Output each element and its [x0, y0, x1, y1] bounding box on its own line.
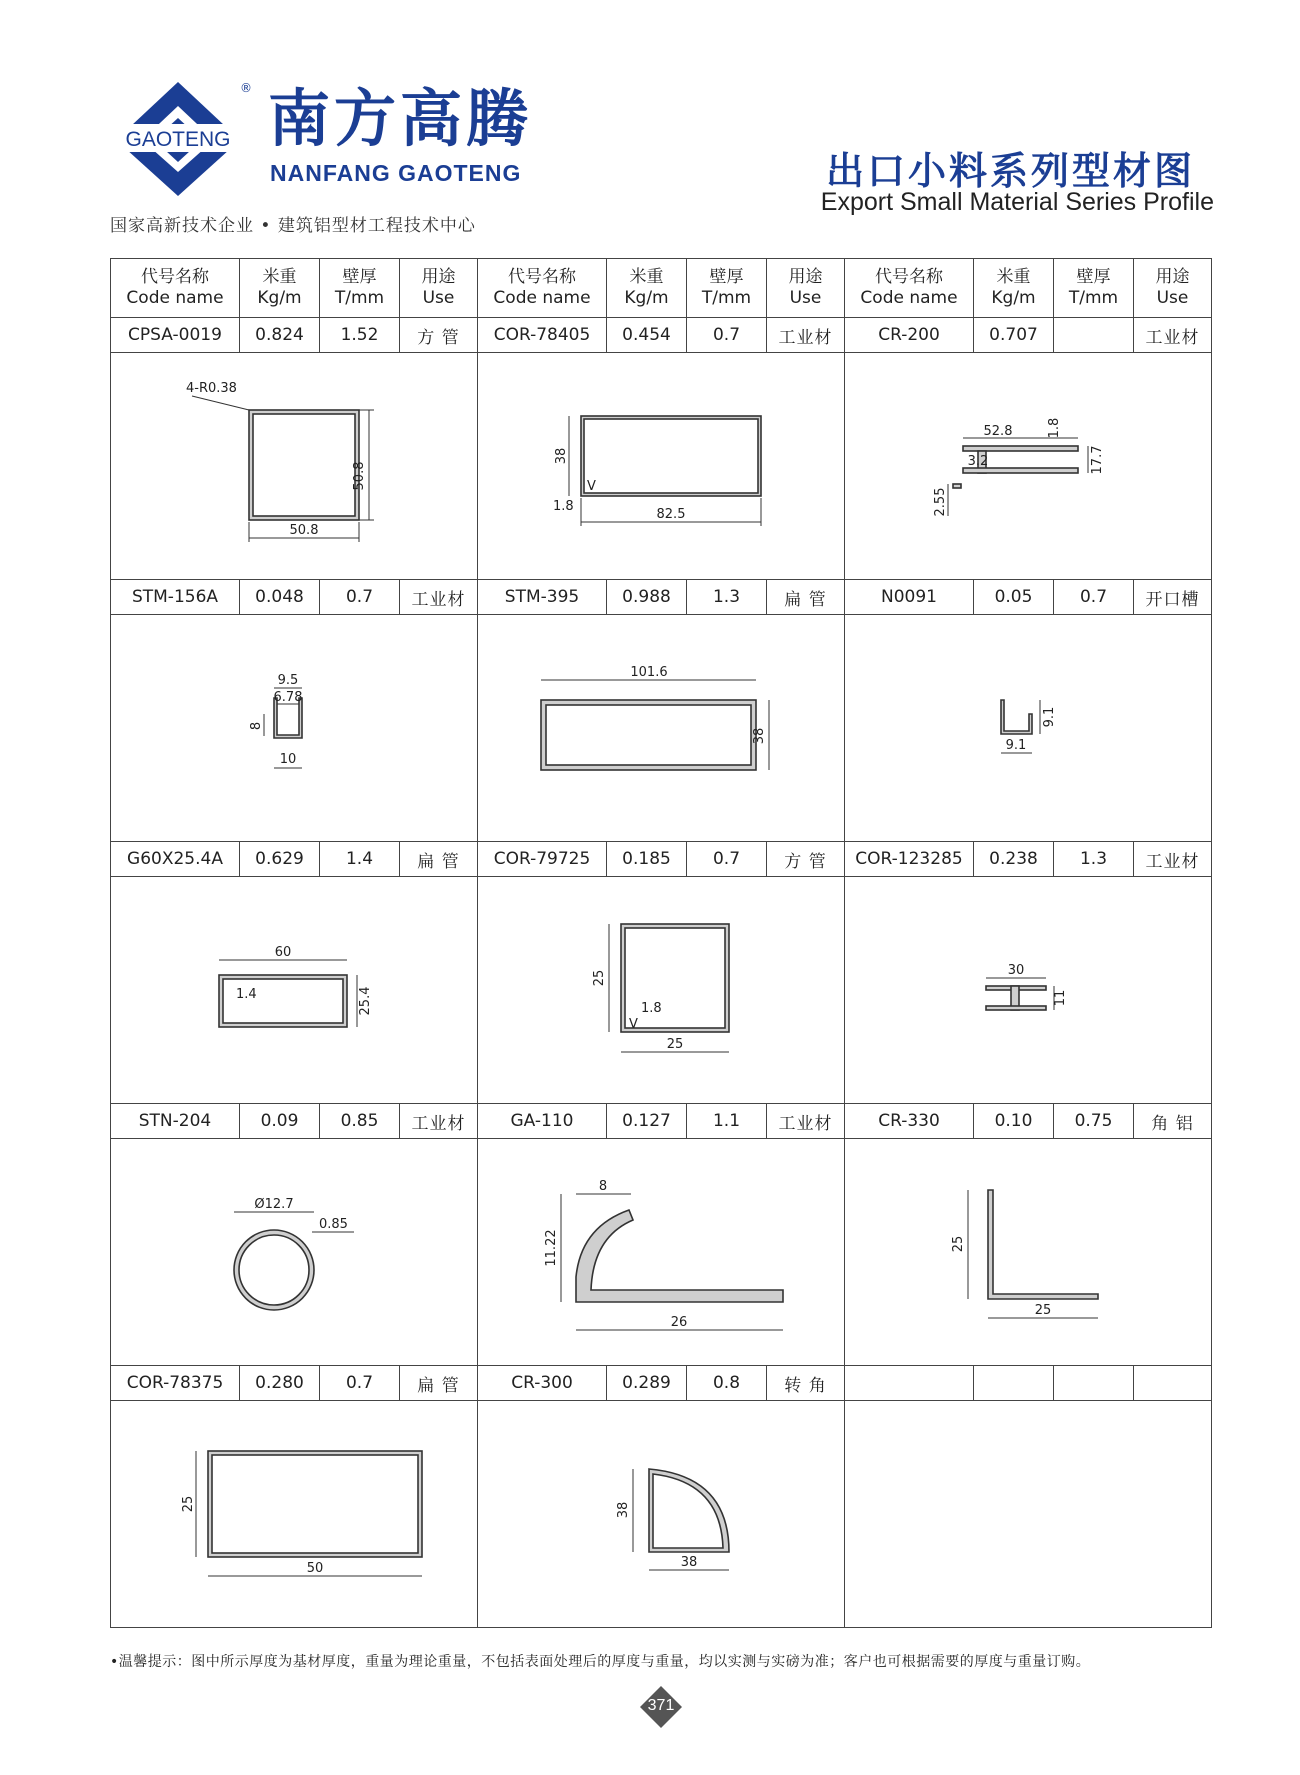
col-use-header: 用途 Use [400, 259, 478, 318]
code-cell: CR-330 [845, 1104, 974, 1139]
svg-text:38: 38 [752, 727, 767, 745]
col-code-header: 代号名称 Code name [111, 259, 240, 318]
col-thickness-header: 壁厚 T/mm [687, 259, 767, 318]
figure-row [111, 353, 1212, 580]
svg-text:1.8: 1.8 [641, 1001, 662, 1016]
svg-text:25.4: 25.4 [358, 986, 373, 1016]
weight-cell: 0.454 [607, 318, 687, 353]
code-cell: CR-200 [845, 318, 974, 353]
svg-text:1.4: 1.4 [236, 987, 257, 1002]
weight-cell: 0.185 [607, 842, 687, 877]
code-cell: GA-110 [478, 1104, 607, 1139]
brand-name-en: NANFANG GAOTENG [270, 160, 522, 186]
spec-row [111, 580, 1212, 615]
svg-text:11: 11 [1053, 989, 1068, 1007]
code-cell: STM-395 [478, 580, 607, 615]
spec-row [111, 318, 1212, 353]
use-cell: 方 管 [400, 318, 478, 353]
svg-text:8: 8 [249, 721, 264, 731]
svg-text:50.8: 50.8 [289, 523, 319, 538]
use-cell: 工业材 [400, 580, 478, 615]
code-cell: COR-79725 [478, 842, 607, 877]
figure-row [111, 877, 1212, 1104]
code-cell: STN-204 [111, 1104, 240, 1139]
thickness-cell: 1.4 [320, 842, 400, 877]
svg-text:9.5: 9.5 [277, 673, 299, 688]
profile-figure-stn-204 [111, 1139, 478, 1366]
thickness-cell: 0.8 [687, 1366, 767, 1401]
svg-text:50: 50 [306, 1561, 324, 1576]
svg-text:9.1: 9.1 [1042, 706, 1057, 728]
use-cell: 扁 管 [400, 1366, 478, 1401]
weight-cell: 0.280 [240, 1366, 320, 1401]
svg-text:2.55: 2.55 [933, 487, 948, 517]
col-weight-header: 米重 Kg/m [240, 259, 320, 318]
svg-text:26: 26 [670, 1315, 688, 1330]
svg-text:V: V [587, 479, 596, 494]
thickness-cell: 0.7 [320, 1366, 400, 1401]
profile-figure-stm-156a [111, 615, 478, 842]
col-code-header: 代号名称 Code name [845, 259, 974, 318]
weight-cell: 0.824 [240, 318, 320, 353]
page-number: 371 [647, 1697, 675, 1714]
code-cell: CPSA-0019 [111, 318, 240, 353]
weight-cell: 0.988 [607, 580, 687, 615]
svg-text:101.6: 101.6 [630, 665, 668, 680]
thickness-cell [1054, 318, 1134, 353]
svg-text:6.78: 6.78 [273, 690, 303, 705]
code-cell [845, 1366, 974, 1401]
svg-text:Ø12.7: Ø12.7 [254, 1197, 294, 1212]
brand-name-cn: 南方高腾 [268, 82, 533, 155]
col-use-header: 用途 Use [767, 259, 845, 318]
page-title-cn: 出口小料系列型材图 [825, 149, 1195, 193]
page-title-en: Export Small Material Series Profile [820, 188, 1214, 216]
profile-figure-stm-395 [478, 615, 845, 842]
use-cell: 工业材 [1134, 318, 1212, 353]
profile-figure-ga-110 [478, 1139, 845, 1366]
gaoteng-logo [108, 78, 252, 198]
use-cell: 角 铝 [1134, 1104, 1212, 1139]
spec-row [111, 1366, 1212, 1401]
svg-text:52.8: 52.8 [983, 424, 1013, 439]
weight-cell: 0.629 [240, 842, 320, 877]
thickness-cell: 0.7 [1054, 580, 1134, 615]
use-cell: 扁 管 [400, 842, 478, 877]
empty-figure-cell [845, 1401, 1212, 1628]
thickness-cell: 1.3 [687, 580, 767, 615]
figure-row [111, 1139, 1212, 1366]
code-cell: G60X25.4A [111, 842, 240, 877]
svg-text:38: 38 [680, 1555, 698, 1570]
profile-figure-cr-200 [845, 353, 1212, 580]
svg-text:11.22: 11.22 [544, 1229, 559, 1267]
col-thickness-header: 壁厚 T/mm [320, 259, 400, 318]
col-thickness-header: 壁厚 T/mm [1054, 259, 1134, 318]
profile-figure-cr-330 [845, 1139, 1212, 1366]
profile-table [110, 258, 1211, 1628]
use-cell: 转 角 [767, 1366, 845, 1401]
code-cell: COR-78375 [111, 1366, 240, 1401]
col-weight-header: 米重 Kg/m [974, 259, 1054, 318]
use-cell: 工业材 [400, 1104, 478, 1139]
weight-cell: 0.707 [974, 318, 1054, 353]
profile-figure-cor-78405 [478, 353, 845, 580]
thickness-cell: 0.85 [320, 1104, 400, 1139]
svg-text:®: ® [240, 81, 252, 95]
thickness-cell: 0.7 [687, 318, 767, 353]
figure-row [111, 615, 1212, 842]
use-cell: 方 管 [767, 842, 845, 877]
thickness-cell [1054, 1366, 1134, 1401]
svg-text:30: 30 [1007, 963, 1025, 978]
profile-figure-g60x25-4a [111, 877, 478, 1104]
svg-text:25: 25 [951, 1235, 966, 1253]
thickness-cell: 0.7 [320, 580, 400, 615]
weight-cell: 0.127 [607, 1104, 687, 1139]
profile-figure-cpsa-0019 [111, 353, 478, 580]
svg-text:1.8: 1.8 [553, 499, 574, 514]
code-cell: COR-78405 [478, 318, 607, 353]
profile-figure-cr-300 [478, 1401, 845, 1628]
code-cell: N0091 [845, 580, 974, 615]
svg-text:17.7: 17.7 [1090, 445, 1105, 475]
weight-cell: 0.289 [607, 1366, 687, 1401]
use-cell: 扁 管 [767, 580, 845, 615]
header-row [111, 259, 1212, 318]
profile-figure-n0091 [845, 615, 1212, 842]
use-cell: 开口槽 [1134, 580, 1212, 615]
weight-cell: 0.048 [240, 580, 320, 615]
use-cell: 工业材 [767, 318, 845, 353]
use-cell [1134, 1366, 1212, 1401]
thickness-cell: 0.7 [687, 842, 767, 877]
weight-cell: 0.05 [974, 580, 1054, 615]
code-cell: STM-156A [111, 580, 240, 615]
svg-text:3.2: 3.2 [967, 454, 989, 469]
thickness-cell: 0.75 [1054, 1104, 1134, 1139]
svg-text:V: V [629, 1017, 638, 1032]
weight-cell: 0.238 [974, 842, 1054, 877]
col-code-header: 代号名称 Code name [478, 259, 607, 318]
svg-text:1.8: 1.8 [1047, 417, 1062, 439]
code-cell: COR-123285 [845, 842, 974, 877]
svg-text:38: 38 [554, 447, 569, 465]
spec-row [111, 1104, 1212, 1139]
thickness-cell: 1.1 [687, 1104, 767, 1139]
use-cell: 工业材 [1134, 842, 1212, 877]
footnote: •温馨提示：图中所示厚度为基材厚度，重量为理论重量，不包括表面处理后的厚度与重量，均以实测与实磅为准；客户也可根据需要的厚度与重量订购。 [110, 1654, 1091, 1670]
svg-text:9.1: 9.1 [1005, 738, 1027, 753]
svg-text:60: 60 [274, 945, 292, 960]
svg-text:10: 10 [279, 752, 297, 767]
weight-cell [974, 1366, 1054, 1401]
svg-text:25: 25 [666, 1037, 684, 1052]
thickness-cell: 1.52 [320, 318, 400, 353]
svg-text:25: 25 [181, 1495, 196, 1513]
svg-text:25: 25 [592, 969, 607, 987]
profile-figure-cor-78375 [111, 1401, 478, 1628]
svg-text:25: 25 [1034, 1303, 1052, 1318]
svg-text:50.8: 50.8 [352, 461, 367, 491]
use-cell: 工业材 [767, 1104, 845, 1139]
svg-text:8: 8 [598, 1179, 608, 1194]
profile-figure-cor-123285 [845, 877, 1212, 1104]
thickness-cell: 1.3 [1054, 842, 1134, 877]
spec-row [111, 842, 1212, 877]
code-cell: CR-300 [478, 1366, 607, 1401]
svg-text:38: 38 [616, 1501, 631, 1519]
profile-figure-cor-79725 [478, 877, 845, 1104]
svg-text:0.85: 0.85 [319, 1217, 348, 1232]
logo-text: GAOTENG [125, 128, 231, 151]
figure-row [111, 1401, 1212, 1628]
col-weight-header: 米重 Kg/m [607, 259, 687, 318]
svg-text:4-R0.38: 4-R0.38 [186, 381, 237, 396]
company-tagline: 国家高新技术企业 • 建筑铝型材工程技术中心 [110, 216, 476, 236]
svg-text:82.5: 82.5 [656, 507, 686, 522]
weight-cell: 0.10 [974, 1104, 1054, 1139]
weight-cell: 0.09 [240, 1104, 320, 1139]
col-use-header: 用途 Use [1134, 259, 1212, 318]
